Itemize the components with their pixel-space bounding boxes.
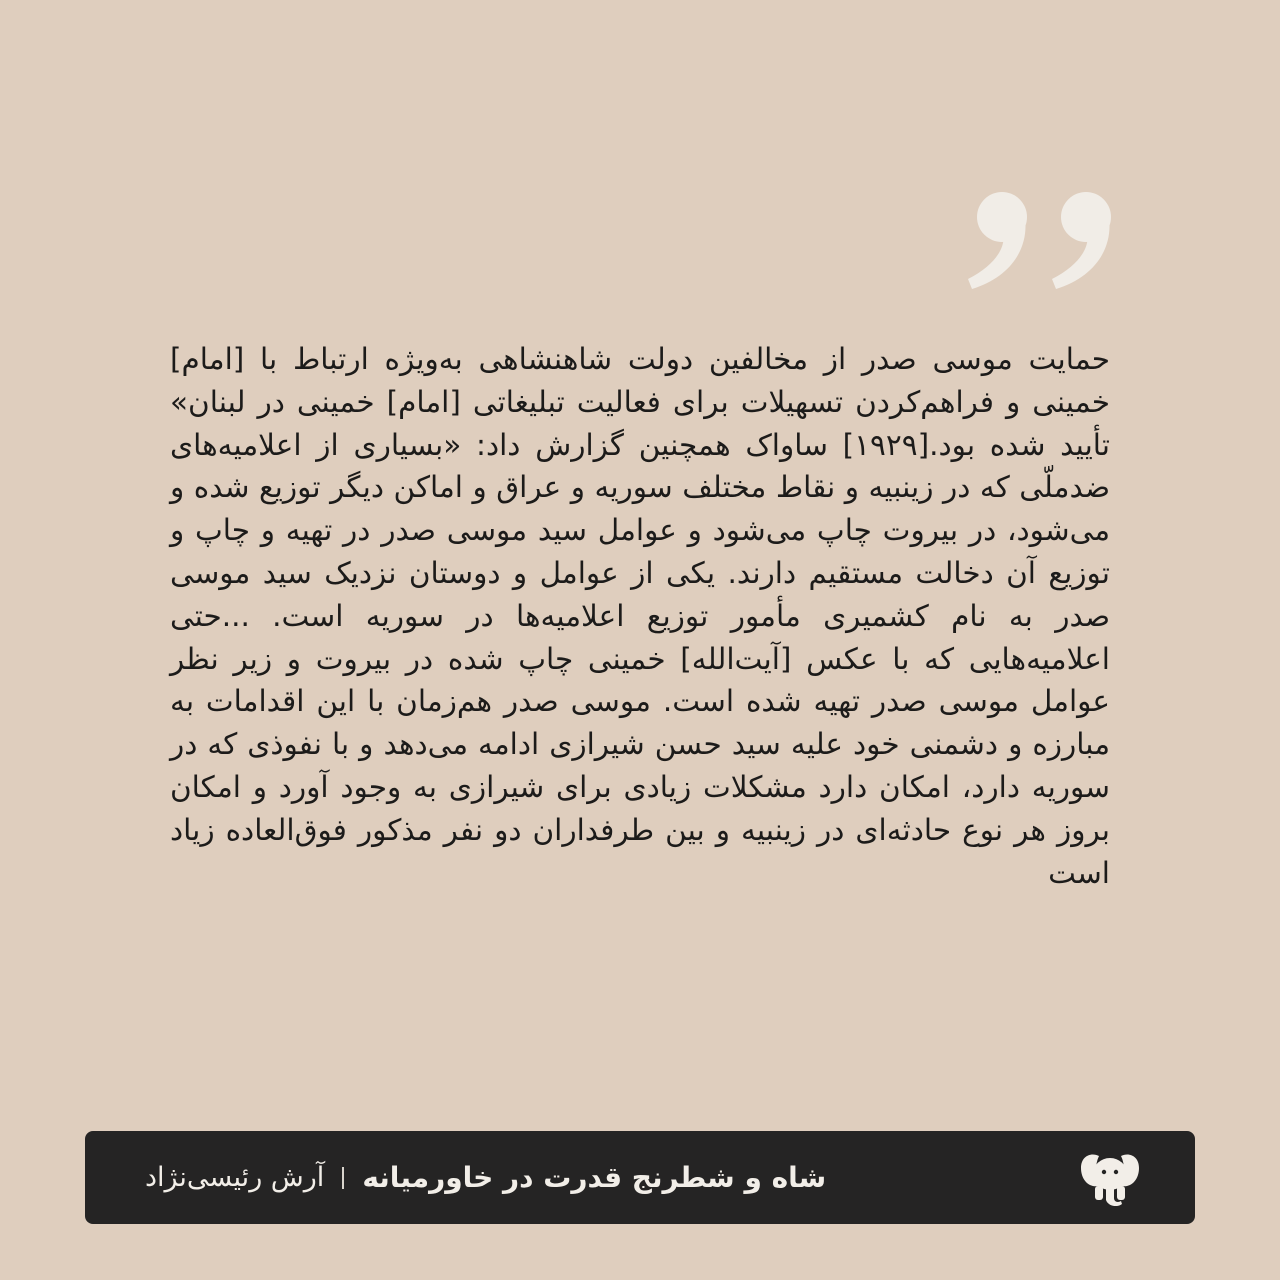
book-title: شاه و شطرنج قدرت در خاورمیانه	[362, 1161, 827, 1194]
author-name: آرش رئیسی‌نژاد	[145, 1162, 325, 1193]
footer-bar	[85, 1131, 1195, 1224]
closing-quote-icon	[962, 182, 1114, 294]
elephant-icon	[1077, 1150, 1143, 1206]
credit-divider	[342, 1167, 344, 1189]
book-credit	[145, 1161, 826, 1194]
quote-text: حمایت موسی صدر از مخالفین دولت شاهنشاهی به‌ویژه ارتباط با [امام] خمینی و فراهم‌کردن تسهیلات برای فعالیت تبلیغاتی [امام] خمینی در لبنان» تأیید شده بود.[۱۹۲۹] ساواک همچنین گزارش داد: «بسیاری از اعلامیه‌های ضدملّی که در زینبیه و نقاط مختلف سوریه و عراق و اماکن دیگر توزیع شده و می‌شود، در بیروت چاپ می‌شود و عوامل سید موسی صدر در تهیه و چاپ و توزیع آن دخالت مستقیم دارند. یکی از عوامل و دوستان نزدیک سید موسی صدر به نام کشمیری مأمور توزیع اعلامیه‌ها در سوریه است. ...حتی اعلامیه‌هایی که با عکس [آیت‌الله] خمینی چاپ شده در بیروت و زیر نظر عوامل موسی صدر تهیه شده است. موسی صدر هم‌زمان با این اقدامات به مبارزه و دشمنی خود علیه سید حسن شیرازی ادامه می‌دهد و با نفوذی که در سوریه دارد، امکان دارد مشکلات زیادی برای شیرازی به وجود آورد و امکان بروز هر نوع حادثه‌ای در زینبیه و بین طرفداران دو نفر مذکور فوق‌العاده زیاد است	[170, 342, 1110, 890]
